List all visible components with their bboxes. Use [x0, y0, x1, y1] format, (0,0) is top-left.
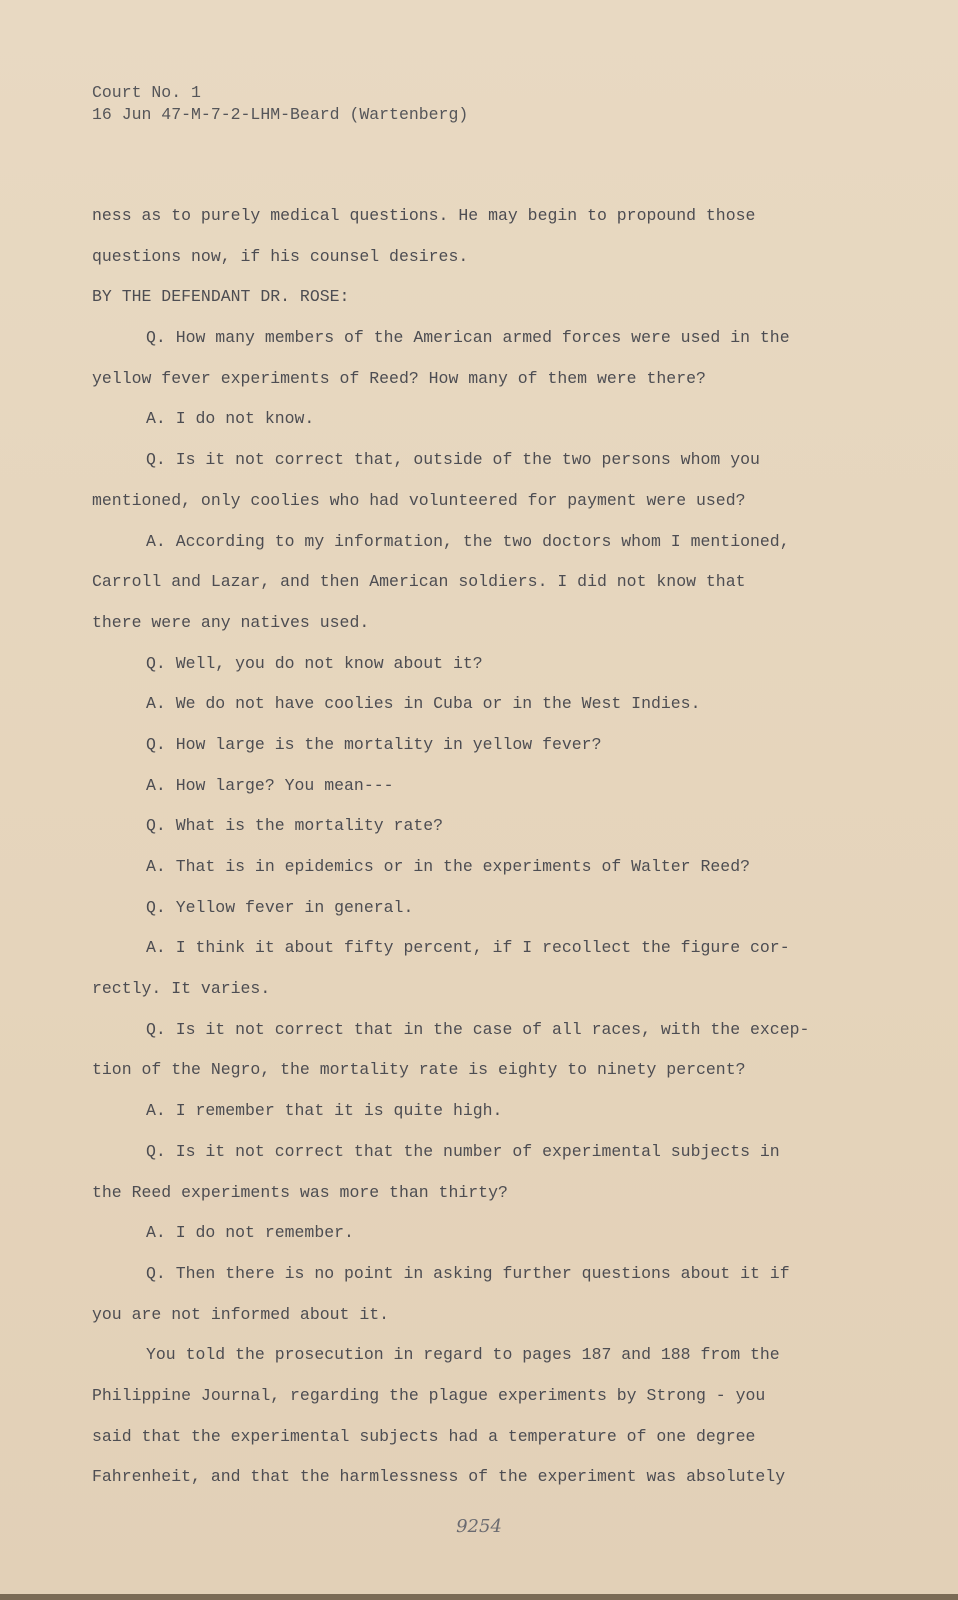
court-number: Court No. 1	[92, 83, 201, 102]
transcript-line: said that the experimental subjects had a temperature of one degree	[92, 1426, 756, 1446]
transcript-line: A. According to my information, the two doctors whom I mentioned,	[146, 531, 790, 551]
transcript-line: yellow fever experiments of Reed? How many of them were there?	[92, 368, 706, 388]
transcript-line: Q. Yellow fever in general.	[146, 897, 414, 917]
transcript-line: you are not informed about it.	[92, 1304, 390, 1324]
transcript-line: questions now, if his counsel desires.	[92, 246, 469, 266]
transcript-line: there were any natives used.	[92, 612, 370, 632]
session-reference: 16 Jun 47-M-7-2-LHM-Beard (Wartenberg)	[92, 105, 469, 124]
transcript-line: You told the prosecution in regard to pages 187 and 188 from the	[146, 1345, 780, 1365]
transcript-line: rectly. It varies.	[92, 979, 271, 999]
transcript-line: Q. Then there is no point in asking further questions about it if	[146, 1263, 790, 1283]
transcript-line: Philippine Journal, regarding the plague experiments by Strong - you	[92, 1385, 766, 1405]
transcript-line: mentioned, only coolies who had volunteered for payment were used?	[92, 490, 746, 510]
transcript-line: A. I do not remember.	[146, 1223, 354, 1243]
transcript-line: Q. Is it not correct that in the case of all races, with the excep-	[146, 1019, 810, 1039]
transcript-line: the Reed experiments was more than thirty?	[92, 1182, 508, 1202]
transcript-line: Q. How many members of the American armed forces were used in the	[146, 328, 790, 348]
transcript-line: ness as to purely medical questions. He may begin to propound those	[92, 206, 756, 225]
transcript-line: Fahrenheit, and that the harmlessness of the experiment was absolutely	[92, 1467, 786, 1487]
transcript-body	[92, 196, 832, 1498]
transcript-line: Q. Well, you do not know about it?	[146, 653, 483, 673]
transcript-line: Q. Is it not correct that the number of experimental subjects in	[146, 1141, 780, 1161]
transcript-line: A. I think it about fifty percent, if I recollect the figure cor-	[146, 938, 790, 958]
transcript-line: Carroll and Lazar, and then American soldiers. I did not know that	[92, 572, 746, 592]
transcript-line: A. I do not know.	[146, 409, 315, 429]
transcript-line: tion of the Negro, the mortality rate is eighty to ninety percent?	[92, 1060, 746, 1080]
page-number: 9254	[456, 1516, 502, 1537]
transcript-line: A. How large? You mean---	[146, 775, 394, 795]
page-header	[92, 82, 468, 126]
transcript-line: Q. How large is the mortality in yellow fever?	[146, 734, 602, 754]
transcript-line: A. We do not have coolies in Cuba or in the West Indies.	[146, 694, 701, 714]
transcript-line: A. I remember that it is quite high.	[146, 1101, 503, 1121]
transcript-line: Q. What is the mortality rate?	[146, 816, 444, 836]
transcript-line: Q. Is it not correct that, outside of the two persons whom you	[146, 450, 760, 470]
page-bottom-edge	[0, 1594, 958, 1600]
transcript-line: A. That is in epidemics or in the experiments of Walter Reed?	[146, 857, 750, 876]
transcript-line: BY THE DEFENDANT DR. ROSE:	[92, 287, 350, 307]
